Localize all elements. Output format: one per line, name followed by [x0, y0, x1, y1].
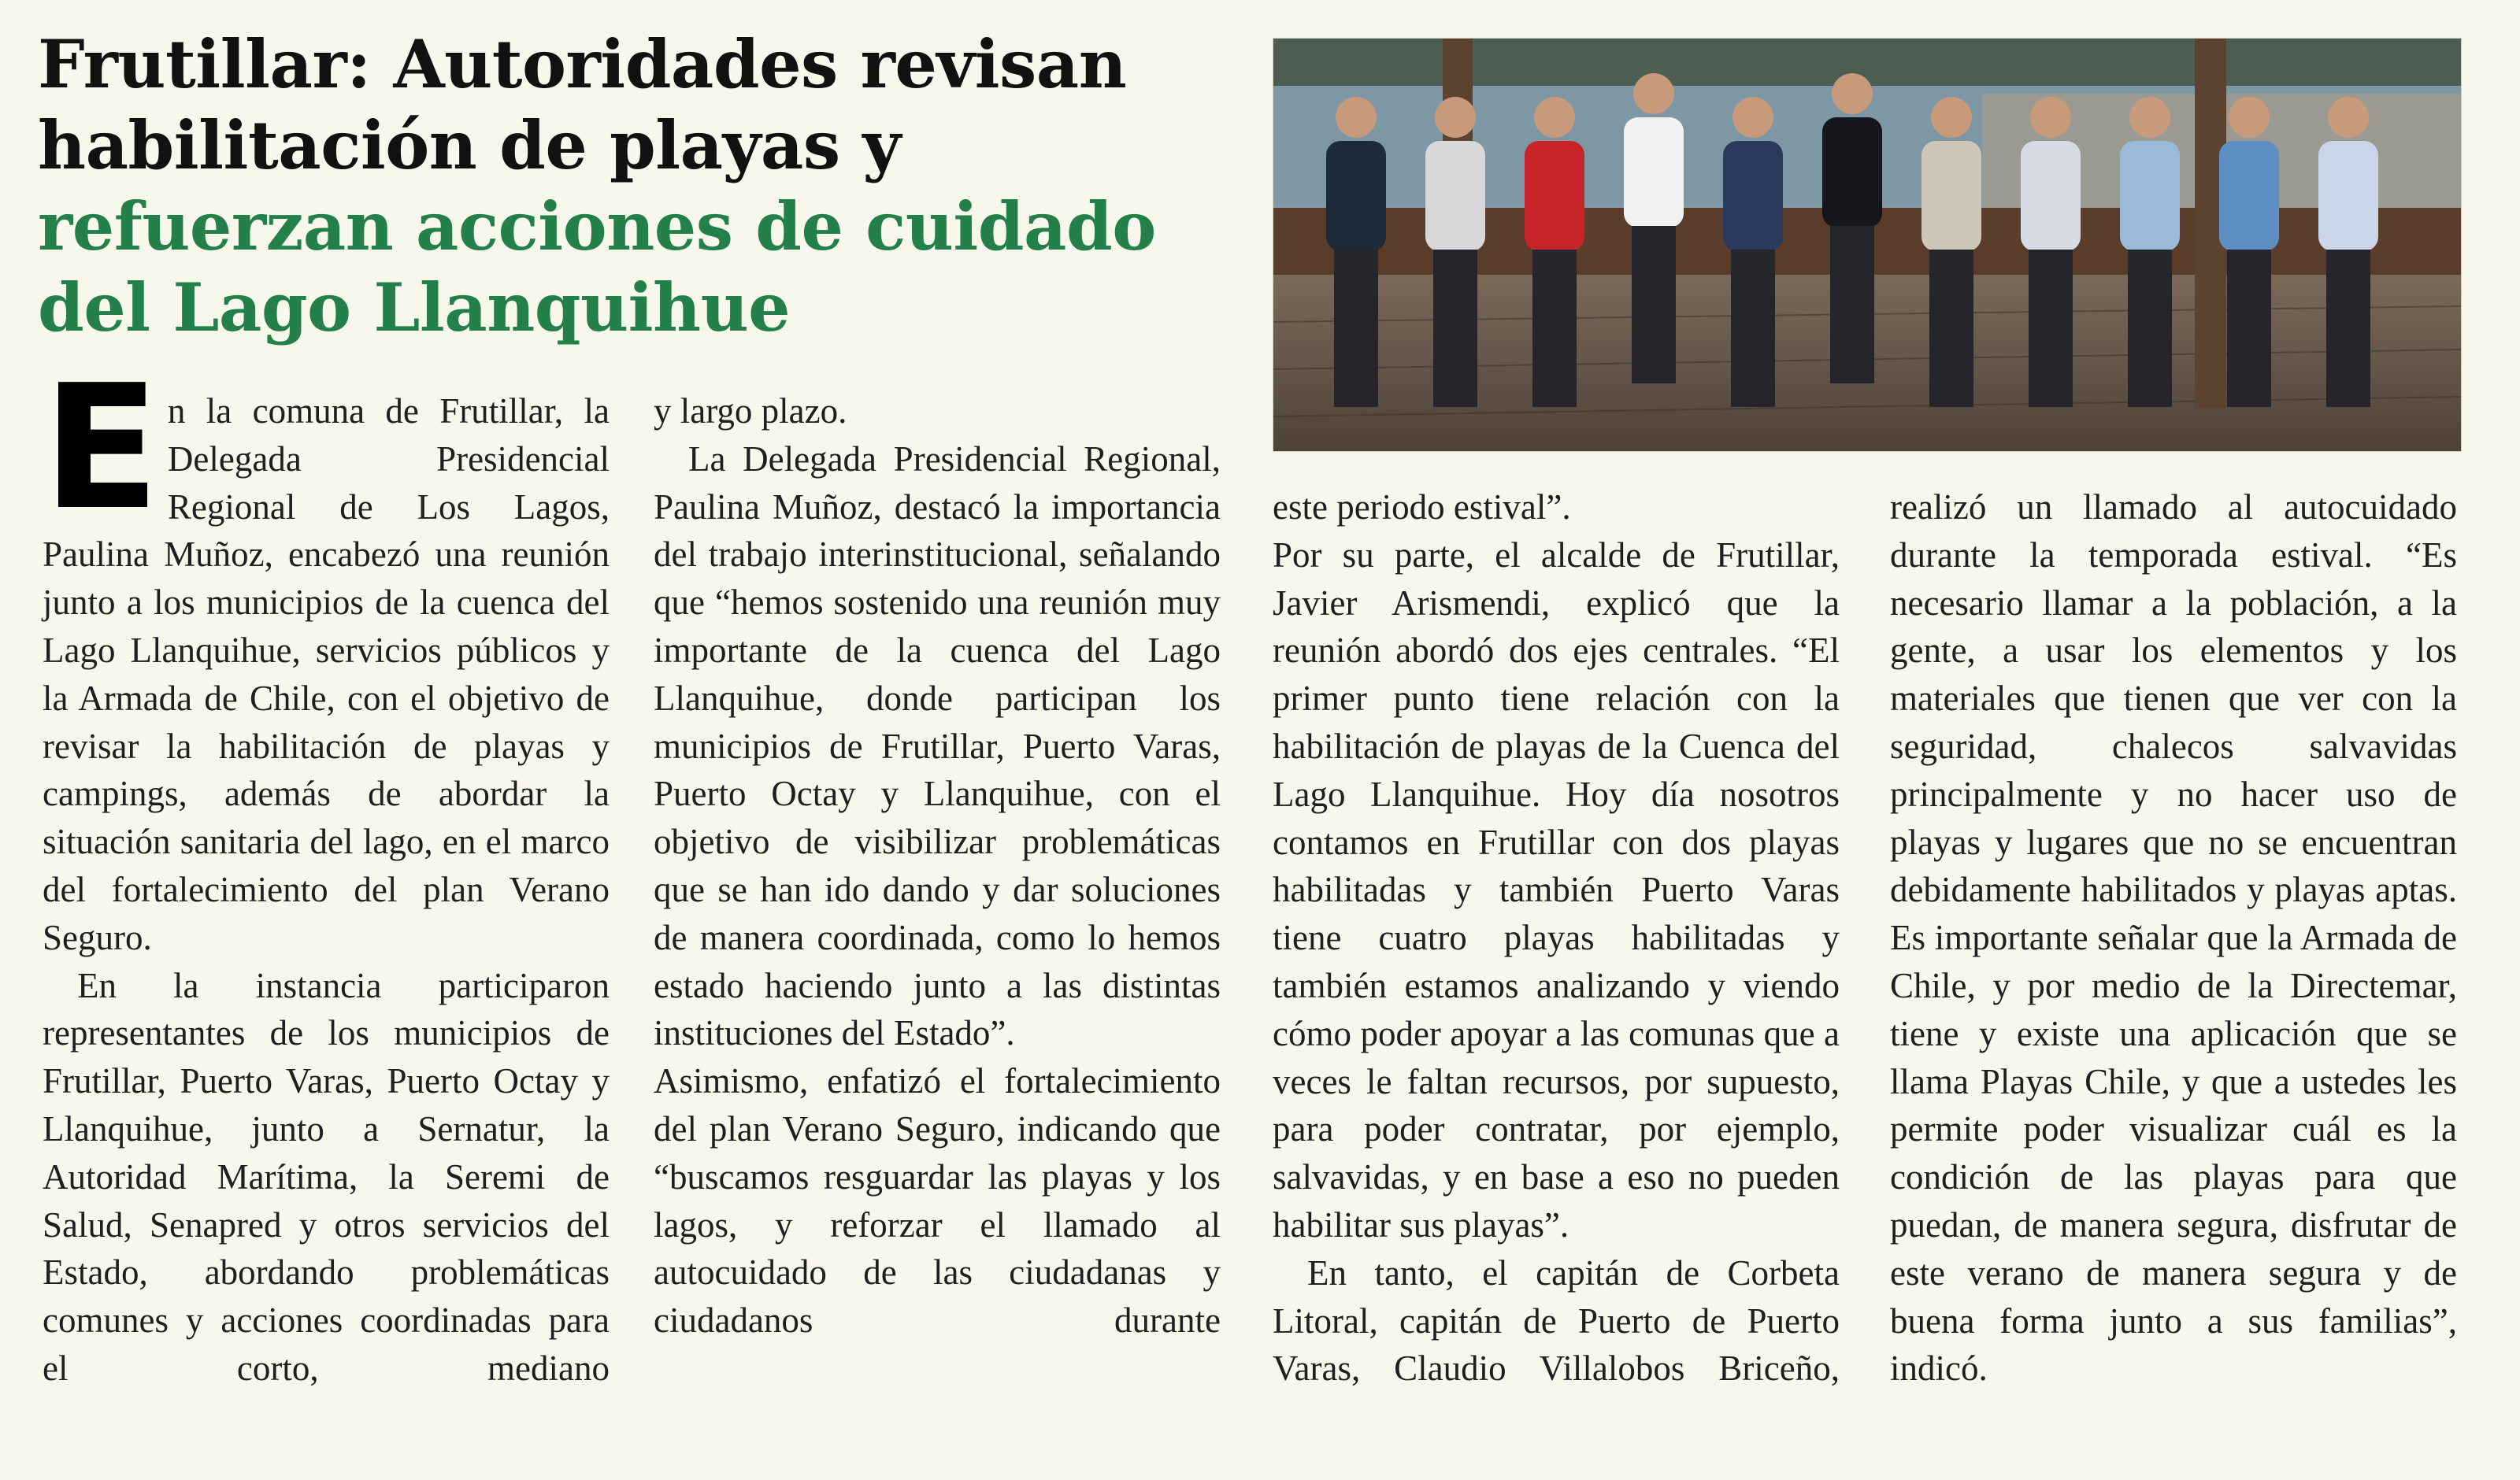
headline-line-4: del Lago Llanquihue: [38, 268, 791, 346]
person-silhouette: [1832, 73, 1873, 114]
headline-line-3: refuerzan acciones de cuidado: [38, 187, 1156, 265]
paragraph: Asimismo, enfatizó el fortalecimiento del plan Verano Seguro, indicando que “buscamos resguardar las playas y los lagos, y reforzar el llamado al autocuidado de las ciudadanas y ciudadanos durante: [654, 1061, 1221, 1341]
person-silhouette: [1334, 250, 1378, 407]
person-silhouette: [1336, 97, 1377, 138]
person-silhouette: [1433, 250, 1477, 407]
article-column-2: [654, 387, 1221, 1345]
person-silhouette: [2029, 250, 2073, 407]
group-photo-icon: [1273, 39, 2461, 451]
headline-line-1: Frutillar: Autoridades revisan: [38, 25, 1127, 103]
person-silhouette: [1525, 141, 1584, 251]
person-silhouette: [1830, 226, 1874, 383]
person-silhouette: [1632, 226, 1676, 383]
person-silhouette: [1723, 141, 1783, 251]
drop-cap: E: [43, 349, 160, 548]
person-silhouette: [2021, 141, 2081, 251]
person-silhouette: [1425, 141, 1485, 251]
person-silhouette: [2227, 250, 2271, 407]
person-silhouette: [1633, 73, 1674, 114]
article-column-1: [43, 349, 610, 1393]
article-column-4: [1890, 483, 2457, 1393]
person-silhouette: [1732, 97, 1773, 138]
article-column-3: [1273, 483, 1840, 1393]
person-silhouette: [2030, 97, 2071, 138]
headline-line-2: habilitación de playas y: [38, 106, 901, 184]
person-silhouette: [2229, 97, 2270, 138]
headline: [38, 24, 1251, 348]
person-silhouette: [1931, 97, 1972, 138]
person-silhouette: [2318, 141, 2378, 251]
person-silhouette: [2129, 97, 2170, 138]
paragraph: este periodo estival”.: [1273, 487, 1571, 527]
person-silhouette: [2120, 141, 2180, 251]
paragraph: y largo plazo.: [654, 391, 847, 431]
paragraph: En tanto, el capitán de Corbeta Litoral, capitán de Puerto de Puerto Varas, Claudio Villalobos Briceño,: [1273, 1252, 1840, 1389]
person-silhouette: [1435, 97, 1476, 138]
paragraph: En la instancia participaron representantes de los municipios de Frutillar, Puerto Varas, Puerto Octay y Llanquihue, junto a Sernatur, la Autoridad Marítima, la Seremi de Salud, Senapred y otros servicios del Estado, abordando problemáticas comunes y acciones coordinadas para el corto, mediano: [43, 965, 610, 1388]
paragraph: Por su parte, el alcalde de Frutillar, Javier Arismendi, explicó que la reunión abordó dos ejes centrales. “El primer punto tiene relación con la habilitación de playas de la Cuenca del Lago Llanquihue. Hoy día nosotros contamos en Frutillar con dos playas habilitadas y también Puerto Varas tiene cuatro playas habilitadas y también estamos analizando y viendo cómo poder apoyar a las comunas que a veces le faltan recursos, por supuesto, para poder contratar, por ejemplo, salvavidas, y en base a eso no pueden habilitar sus playas”.: [1273, 535, 1840, 1245]
person-silhouette: [1822, 117, 1882, 228]
group-photo: [1273, 38, 2462, 452]
person-silhouette: [1532, 250, 1577, 407]
paragraph: realizó un llamado al autocuidado durante la temporada estival. “Es necesario llamar a la población, a la gente, a usar los elementos y los materiales que tienen que ver con la seguridad, chalecos salvavidas principalmente y no hacer uso de playas y lugares que no se encuentran debidamente habilitados y playas aptas. Es importante señalar que la Armada de Chile, y por medio de la Directemar, tiene y existe una aplicación que se llama Playas Chile, y que a ustedes les permite poder visualizar cuál es la condición de las playas para que puedan, de manera segura, disfrutar de este verano de manera segura y de buena forma junto a sus familias”, indicó.: [1890, 487, 2457, 1389]
person-silhouette: [1922, 141, 1981, 251]
person-silhouette: [1929, 250, 1973, 407]
person-silhouette: [2128, 250, 2172, 407]
person-silhouette: [1326, 141, 1386, 251]
person-silhouette: [2328, 97, 2369, 138]
paragraph: n la comuna de Frutillar, la Delegada Presidencial Regional de Los Lagos, Paulina Muñoz, encabezó una reunión junto a los municipios de la cuenca del Lago Llanquihue, servicios públicos y la Armada de Chile, con el objetivo de revisar la habilitación de playas y campings, además de abordar la situación sanitaria del lago, en el marco del fortalecimiento del plan Verano Seguro.: [43, 391, 610, 957]
person-silhouette: [1624, 117, 1684, 228]
person-silhouette: [1534, 97, 1575, 138]
paragraph: La Delegada Presidencial Regional, Paulina Muñoz, destacó la importancia del trabajo interinstitucional, señalando que “hemos sostenido una reunión muy importante de la cuenca del Lago Llanquihue, donde participan los municipios de Frutillar, Puerto Varas, Puerto Octay y Llanquihue, con el objetivo de visibilizar problemáticas que se han ido dando y dar soluciones de manera coordinada, como lo hemos estado haciendo junto a las distintas instituciones del Estado”.: [654, 438, 1221, 1053]
person-silhouette: [2219, 141, 2279, 251]
person-silhouette: [2326, 250, 2370, 407]
person-silhouette: [1731, 250, 1775, 407]
